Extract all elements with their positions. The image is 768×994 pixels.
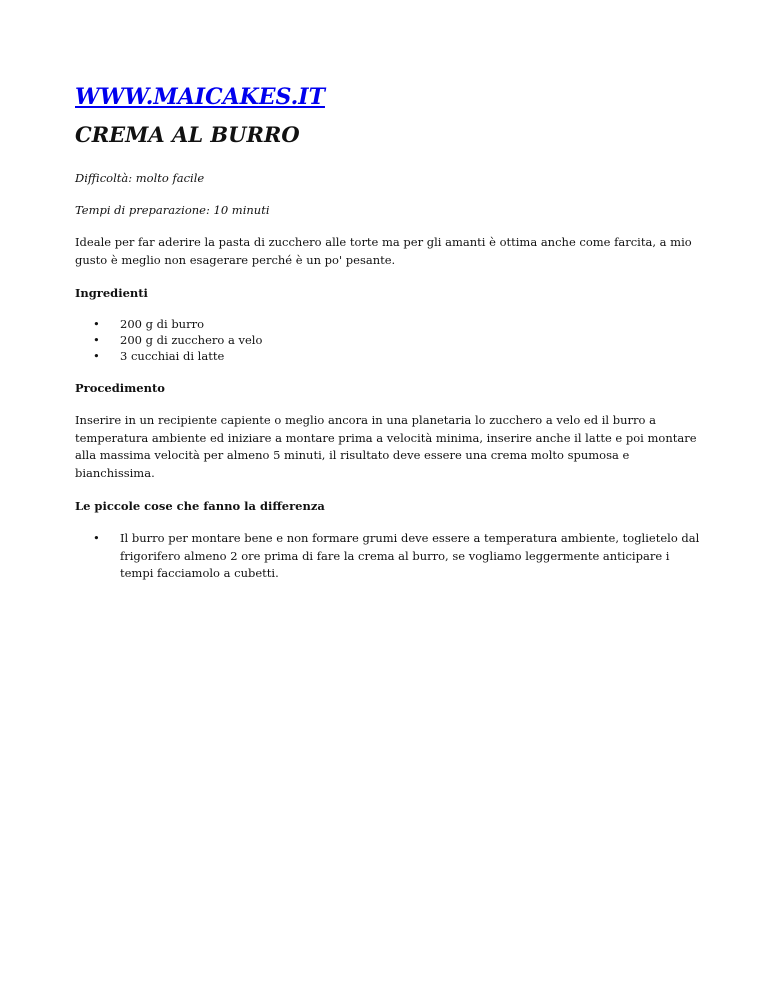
bullet-icon: • xyxy=(93,531,100,545)
tips-heading: Le piccole cose che fanno la differenza xyxy=(75,499,325,513)
ingredients-list xyxy=(75,316,700,364)
bullet-icon: • xyxy=(93,349,100,363)
list-item xyxy=(75,316,700,332)
ingredient-text: 200 g di zucchero a velo xyxy=(120,333,263,347)
list-item xyxy=(75,530,700,583)
ingredients-heading: Ingredienti xyxy=(75,286,148,300)
procedure-paragraph: Inserire in un recipiente capiente o meglio ancora in una planetaria lo zucchero a velo ed il burro a temperatura ambiente ed iniziare a montare prima a velocità minima, inserire anche il latte e poi montare alla massima velocità per almeno 5 minuti, il risultato deve essere una crema molto spumosa e bianchissima. xyxy=(75,413,697,480)
bullet-icon: • xyxy=(93,333,100,347)
recipe-title: CREMA AL BURRO xyxy=(75,122,300,147)
list-item xyxy=(75,332,700,348)
list-item xyxy=(75,348,700,364)
ingredient-text: 3 cucchiai di latte xyxy=(120,349,225,363)
bullet-icon: • xyxy=(93,317,100,331)
tip-text: Il burro per montare bene e non formare grumi deve essere a temperatura ambiente, toglietelo dal frigorifero almeno 2 ore prima di fare la crema al burro, se vogliamo leggermente anticipare i tempi facciamolo a cubetti. xyxy=(120,531,700,580)
tips-list xyxy=(75,530,700,583)
intro-paragraph: Ideale per far aderire la pasta di zucchero alle torte ma per gli amanti è ottima anche come farcita, a mio gusto è meglio non esagerare perché è un po' pesante. xyxy=(75,235,692,267)
difficulty-text: Difficoltà: molto facile xyxy=(75,171,205,185)
prep-time-text: Tempi di preparazione: 10 minuti xyxy=(75,203,270,217)
ingredient-text: 200 g di burro xyxy=(120,317,205,331)
site-link[interactable]: WWW.MAICAKES.IT xyxy=(75,84,325,110)
procedure-heading: Procedimento xyxy=(75,381,165,395)
document-page xyxy=(75,82,700,583)
